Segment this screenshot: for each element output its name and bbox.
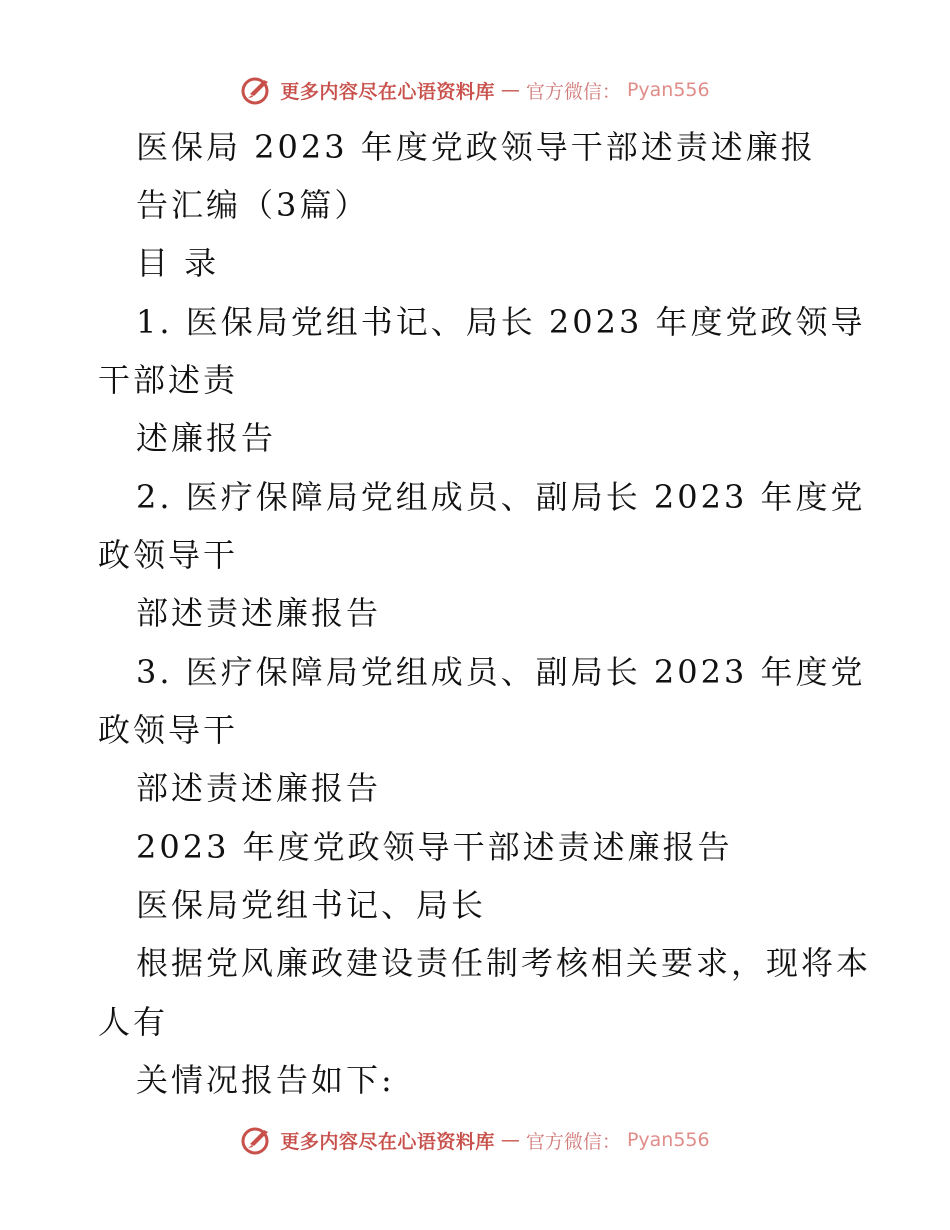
toc-item-1-line-3: 述廉报告 bbox=[136, 419, 277, 457]
watermark-footer bbox=[0, 1124, 950, 1156]
toc-item-3-line-1: 3. 医疗保障局党组成员、副局长 2023 年度党 bbox=[136, 653, 866, 691]
paragraph-line-3: 关情况报告如下: bbox=[136, 1061, 395, 1099]
watermark-official-label: 官方微信： bbox=[525, 1130, 621, 1153]
watermark-wechat-id: Pyan556 bbox=[626, 1129, 710, 1151]
document-title-line-2: 告汇编（3篇） bbox=[136, 186, 370, 224]
watermark-brand-text: 更多内容尽在心语资料库 bbox=[280, 1130, 495, 1153]
watermark-dash: — bbox=[500, 1129, 520, 1151]
report-author: 医保局党组书记、局长 bbox=[136, 886, 487, 924]
toc-item-2-line-2: 政领导干 bbox=[98, 536, 239, 574]
paragraph-line-2: 人有 bbox=[98, 1003, 169, 1041]
toc-item-3-line-3: 部述责述廉报告 bbox=[136, 769, 382, 807]
document-title-line-1: 医保局 2023 年度党政领导干部述责述廉报 bbox=[136, 128, 816, 166]
watermark-official-label: 官方微信： bbox=[525, 80, 621, 103]
brand-logo-icon bbox=[240, 1124, 274, 1156]
watermark-wechat-id: Pyan556 bbox=[626, 79, 710, 101]
toc-item-2-line-3: 部述责述廉报告 bbox=[136, 594, 382, 632]
report-title: 2023 年度党政领导干部述责述廉报告 bbox=[136, 828, 733, 866]
toc-item-1-line-1: 1. 医保局党组书记、局长 2023 年度党政领导 bbox=[136, 303, 866, 341]
watermark-dash: — bbox=[500, 79, 520, 101]
toc-heading: 目 录 bbox=[136, 244, 220, 282]
brand-logo-icon bbox=[240, 74, 274, 106]
toc-item-3-line-2: 政领导干 bbox=[98, 711, 239, 749]
watermark-brand-text: 更多内容尽在心语资料库 bbox=[280, 80, 495, 103]
toc-item-1-line-2: 干部述责 bbox=[98, 361, 239, 399]
toc-item-2-line-1: 2. 医疗保障局党组成员、副局长 2023 年度党 bbox=[136, 478, 866, 516]
paragraph-line-1: 根据党风廉政建设责任制考核相关要求，现将本 bbox=[136, 944, 872, 982]
watermark-header bbox=[0, 74, 950, 106]
